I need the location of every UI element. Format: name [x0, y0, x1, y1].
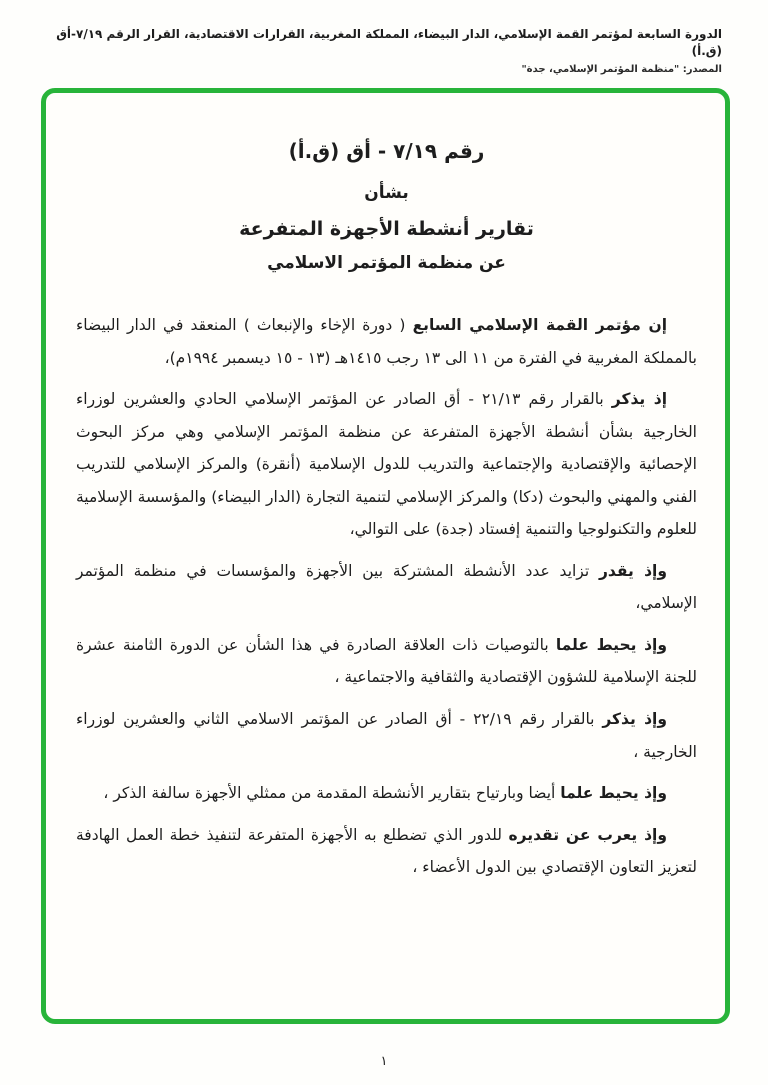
paragraph-lead: وإذ يعرب عن تقديره	[508, 825, 667, 844]
paragraph-text: ( دورة الإخاء والإنبعاث ) المنعقد في الدار البيضاء بالمملكة المغربية في الفترة من ١١ الى ١٣ رجب ١٤١٥هـ (١٣ - ١٥ ديسمبر ١٩٩٤م)،	[76, 316, 697, 367]
resolution-number-title: رقم ٧/١٩ - أق (ق.أ)	[288, 139, 485, 163]
paragraph-lead: وإذ يذكر	[602, 710, 667, 729]
paragraph-text: بالقرار رقم ٢١/١٣ - أق الصادر عن المؤتمر الإسلامي الحادي والعشرين لوزراء الخارجية بشأن أنشطة الأجهزة المتفرعة عن منظمة المؤتمر الإسلامي وهي مركز البحوث الإحصائية والإقتصادية والإجتماعية والتدريب للدول الإسلامية (أنقرة) والمركز الإسلامي للتدريب الفني والمهني والبحوث (دكا) والمركز الإسلامي لتنمية التجارة (الدار البيضاء) والمؤسسة الإسلامية للعلوم والتكنولوجيا والتنمية إفستاد (جدة) على التوالي،	[76, 390, 697, 539]
document-body	[76, 309, 697, 884]
scan-header	[40, 26, 722, 75]
paragraph-lead: إذ يذكر	[611, 390, 668, 409]
paragraph-appreciating	[76, 555, 697, 620]
title-block	[76, 139, 697, 273]
subject-label: بشأن	[364, 183, 409, 203]
document-frame	[41, 88, 730, 1024]
paragraph-text: بالتوصيات ذات العلاقة الصادرة في هذا الشأن عن الدورة الثامنة عشرة للجنة الإسلامية للشؤون الإقتصادية والثقافية والاجتماعية ،	[76, 635, 697, 687]
organization-title: عن منظمة المؤتمر الاسلامي	[267, 253, 506, 273]
paragraph-taking-note-1	[76, 629, 697, 694]
paragraph-expressing	[76, 819, 697, 884]
document-title: تقارير أنشطة الأجهزة المتفرعة	[239, 218, 534, 240]
document-content	[46, 93, 725, 884]
scan-header-line-1: الدورة السابعة لمؤتمر القمة الإسلامي، الدار البيضاء، المملكة المغربية، القرارات الاقتصادية، القرار الرقم ٧/١٩-أق (ق.أ)	[56, 27, 722, 59]
paragraph-taking-note-2	[76, 777, 697, 810]
paragraph-recalling-2	[76, 703, 697, 768]
paragraph-lead: وإذ يحيط علما	[555, 635, 667, 654]
paragraph-preamble	[76, 309, 697, 374]
paragraph-lead: وإذ يقدر	[598, 561, 668, 580]
paragraph-text: أيضا وبارتياح بتقارير الأنشطة المقدمة من ممثلي الأجهزة سالفة الذكر ،	[103, 784, 561, 803]
paragraph-lead: وإذ يحيط علما	[560, 784, 667, 803]
page-number: ١	[380, 1054, 388, 1069]
paragraph-recalling-1	[76, 383, 697, 546]
scan-header-line-2: المصدر: "منظمة المؤتمر الإسلامي، جدة"	[521, 63, 722, 75]
paragraph-text: تزايد عدد الأنشطة المشتركة بين الأجهزة والمؤسسات في منظمة المؤتمر الإسلامي،	[76, 561, 697, 613]
paragraph-lead: إن مؤتمر القمة الإسلامي السابع	[412, 316, 668, 334]
paragraph-text: للدور الذي تضطلع به الأجهزة المتفرعة لتنفيذ خطة العمل الهادفة لتعزيز التعاون الإقتصادي بين الدول الأعضاء ،	[76, 825, 697, 877]
paragraph-text: بالقرار رقم ٢٢/١٩ - أق الصادر عن المؤتمر الاسلامي الثاني والعشرين لوزراء الخارجية ،	[76, 710, 697, 761]
